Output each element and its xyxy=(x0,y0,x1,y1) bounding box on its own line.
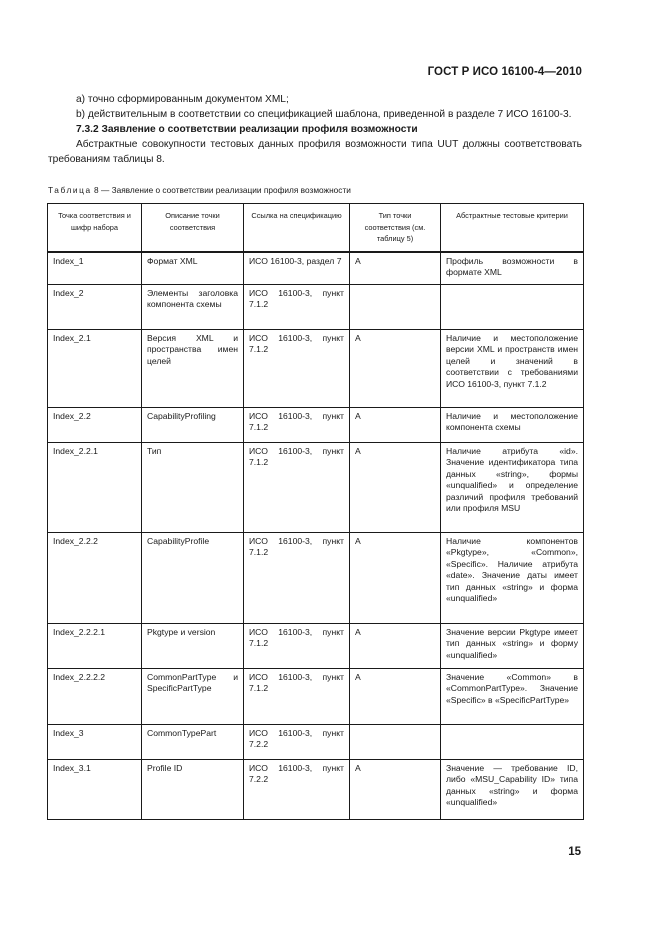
header-conformance-point: Точка соответствия и шифр набора xyxy=(48,204,142,252)
cell-description: Версия XML и пространства имен целей xyxy=(142,330,244,408)
cell-reference: ИСО 16100-3, пункт 7.1.2 xyxy=(244,669,350,725)
table-row xyxy=(48,252,584,285)
cell-reference: ИСО 16100-3, пункт 7.1.2 xyxy=(244,330,350,408)
list-item-a: а) точно сформированным документом XML; xyxy=(76,94,289,105)
cell-description: CommonPartType и SpecificPartType xyxy=(142,669,244,725)
cell-criteria: Значение версии Pkgtype имеет тип данных «string» и форму «unqualified» xyxy=(441,624,584,669)
table-row xyxy=(48,443,584,533)
cell-reference: ИСО 16100-3, пункт 7.2.2 xyxy=(244,725,350,760)
conformance-table xyxy=(47,203,584,820)
cell-criteria: Значение «Common» в «CommonPartType». Значение «Specific» в «SpecificPartType» xyxy=(441,669,584,725)
body-text xyxy=(48,92,582,167)
table-row xyxy=(48,533,584,624)
cell-description: Тип xyxy=(142,443,244,533)
header-spec-reference: Ссылка на спецификацию xyxy=(244,204,350,252)
cell-reference: ИСО 16100-3, пункт 7.1.2 xyxy=(244,285,350,330)
list-item-b: b) действительным в соответствии со спецификацией шаблона, приведенной в разделе 7 ИСО 16100-3. xyxy=(76,109,572,120)
cell-index: Index_2 xyxy=(48,285,142,330)
header-test-criteria: Абстрактные тестовые критерии xyxy=(441,204,584,252)
page-number: 15 xyxy=(568,846,581,858)
cell-type: А xyxy=(350,533,441,624)
table-row xyxy=(48,760,584,820)
cell-reference: ИСО 16100-3, пункт 7.1.2 xyxy=(244,533,350,624)
cell-reference: ИСО 16100-3, раздел 7 xyxy=(244,252,350,285)
cell-index: Index_1 xyxy=(48,252,142,285)
table-row xyxy=(48,330,584,408)
cell-type xyxy=(350,725,441,760)
cell-type: А xyxy=(350,760,441,820)
cell-index: Index_3.1 xyxy=(48,760,142,820)
header-description: Описание точки соответствия xyxy=(142,204,244,252)
cell-type: А xyxy=(350,330,441,408)
cell-description: Pkgtype и version xyxy=(142,624,244,669)
paragraph: Абстрактные совокупности тестовых данных профиля возможности типа UUT должны соответствовать требованиям таблицы 8. xyxy=(48,139,582,165)
cell-description: CapabilityProfiling xyxy=(142,408,244,443)
cell-criteria: Наличие и местоположение компонента схемы xyxy=(441,408,584,443)
section-heading: 7.3.2 Заявление о соответствии реализации профиля возможности xyxy=(76,124,418,135)
cell-reference: ИСО 16100-3, пункт 7.2.2 xyxy=(244,760,350,820)
table-row xyxy=(48,408,584,443)
cell-criteria xyxy=(441,285,584,330)
cell-index: Index_2.2.2 xyxy=(48,533,142,624)
cell-criteria xyxy=(441,725,584,760)
cell-description: CommonTypePart xyxy=(142,725,244,760)
table-header-row xyxy=(48,204,584,252)
cell-type: А xyxy=(350,408,441,443)
table-caption-label: Таблица xyxy=(48,185,92,195)
cell-criteria: Значение — требование ID, либо «MSU_Capability ID» типа данных «string» и форма «unqualified» xyxy=(441,760,584,820)
cell-description: Элементы заголовка компонента схемы xyxy=(142,285,244,330)
table-row xyxy=(48,725,584,760)
cell-description: CapabilityProfile xyxy=(142,533,244,624)
cell-criteria: Наличие компонентов «Pkgtype», «Common», «Specific». Наличие атрибута «date». Значение даты имеет тип данных «string» и форма «unqualified» xyxy=(441,533,584,624)
cell-index: Index_3 xyxy=(48,725,142,760)
cell-index: Index_2.2.2.2 xyxy=(48,669,142,725)
cell-criteria: Наличие атрибута «id». Значение идентификатора типа данных «string», формы «unqualified» и определение различий профиля требований или профиля MSU xyxy=(441,443,584,533)
document-header: ГОСТ Р ИСО 16100-4—2010 xyxy=(427,66,582,78)
table-row xyxy=(48,669,584,725)
header-point-type: Тип точки соответствия (см. таблицу 5) xyxy=(350,204,441,252)
cell-criteria: Профиль возможности в формате XML xyxy=(441,252,584,285)
cell-type: А xyxy=(350,252,441,285)
table-caption xyxy=(48,185,351,195)
cell-type: А xyxy=(350,443,441,533)
cell-index: Index_2.2.1 xyxy=(48,443,142,533)
cell-type: А xyxy=(350,624,441,669)
cell-description: Формат XML xyxy=(142,252,244,285)
cell-reference: ИСО 16100-3, пункт 7.1.2 xyxy=(244,443,350,533)
cell-criteria: Наличие и местоположение версии XML и пространств имен целей и значений в соответствии с требованиями ИСО 16100-3, пункт 7.1.2 xyxy=(441,330,584,408)
cell-index: Index_2.2 xyxy=(48,408,142,443)
cell-reference: ИСО 16100-3, пункт 7.1.2 xyxy=(244,408,350,443)
cell-type xyxy=(350,285,441,330)
cell-reference: ИСО 16100-3, пункт 7.1.2 xyxy=(244,624,350,669)
table-row xyxy=(48,624,584,669)
cell-index: Index_2.2.2.1 xyxy=(48,624,142,669)
cell-type: А xyxy=(350,669,441,725)
table-row xyxy=(48,285,584,330)
table-caption-text: 8 — Заявление о соответствии реализации профиля возможности xyxy=(94,185,351,195)
cell-index: Index_2.1 xyxy=(48,330,142,408)
cell-description: Profile ID xyxy=(142,760,244,820)
